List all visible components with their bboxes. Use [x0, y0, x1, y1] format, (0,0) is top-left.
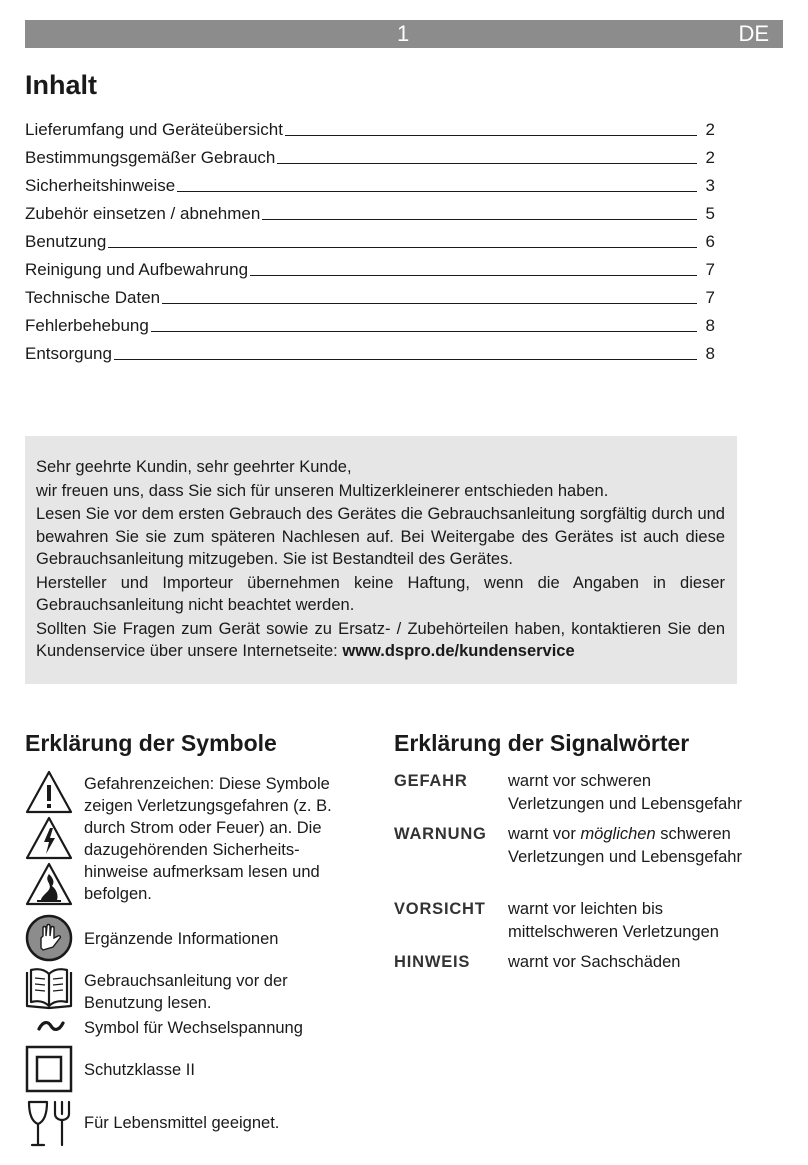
intro-paragraph: Lesen Sie vor dem ersten Gebrauch des Gerätes die Gebrauchsanleitung sorgfältig durch und bewahren Sie sie zum späteren Nachlesen auf. Bei Weitergabe des Gerätes ist auch diese Gebrauchsanleitung mitzugeben. Sie ist Bestandteil des Gerätes.: [36, 505, 725, 568]
toc-entry-label: Zubehör einsetzen / abnehmen: [25, 204, 261, 223]
signalword-label: GEFAHR: [394, 772, 468, 790]
toc-entry-page: 5: [705, 204, 715, 223]
toc-entry[interactable]: [25, 140, 715, 168]
info-hand-icon: [25, 914, 73, 968]
signalwords-section-title: Erklärung der Signalwörter: [394, 730, 690, 756]
language-label: DE: [738, 21, 769, 46]
toc-leader: [151, 331, 697, 332]
toc-leader: [262, 219, 697, 220]
signalword-desc-prefix: warnt vor: [508, 825, 581, 843]
food-safe-icon: [25, 1100, 73, 1154]
symbol-description: Symbol für Wechselspannung: [84, 1019, 303, 1037]
symbol-description: Gebrauchsanleitung vor der Benutzung lesen.: [84, 972, 288, 1012]
toc-leader: [285, 135, 697, 136]
intro-salutation: Sehr geehrte Kundin, sehr geehrter Kunde,: [36, 458, 352, 476]
toc-entry-page: 8: [705, 344, 715, 363]
toc-leader: [277, 163, 697, 164]
intro-paragraph: Hersteller und Importeur übernehmen keine Haftung, wenn die Angaben in dieser Gebrauchsanleitung nicht beachtet werden.: [36, 573, 725, 614]
toc-entry-label: Lieferumfang und Geräteübersicht: [25, 120, 283, 139]
signalword-desc-suffix: schweren Verletzungen und Lebensgefahr: [508, 825, 742, 866]
toc-leader: [250, 275, 697, 276]
symbols-section-title: Erklärung der Symbole: [25, 730, 277, 756]
signalword-label: VORSICHT: [394, 900, 486, 918]
service-url-link[interactable]: www.dspro.de/kundenservice: [342, 642, 575, 660]
intro-box: [25, 436, 737, 684]
toc-entry[interactable]: [25, 252, 715, 280]
toc-entry[interactable]: [25, 308, 715, 336]
page-number: 1: [397, 21, 410, 46]
signalword-label: WARNUNG: [394, 825, 487, 843]
signalword-description: [508, 823, 748, 868]
toc-entry-page: 2: [705, 120, 715, 139]
intro-paragraph: wir freuen uns, dass Sie sich für unseren Multizerkleinerer entschieden haben.: [36, 481, 609, 500]
symbol-description: Für Lebensmittel geeignet.: [84, 1114, 280, 1132]
toc-leader: [114, 359, 697, 360]
toc-entry[interactable]: [25, 224, 715, 252]
toc-entry-page: 7: [705, 260, 715, 279]
toc-entry-label: Benutzung: [25, 232, 107, 251]
toc-entry[interactable]: [25, 196, 715, 224]
signalword-description: warnt vor schweren Verletzungen und Lebensgefahr: [508, 772, 742, 813]
toc-leader: [108, 247, 697, 248]
toc-entry[interactable]: [25, 168, 715, 196]
signalword-description: warnt vor leichten bis mittelschweren Verletzungen: [508, 900, 719, 941]
toc-entry-page: 7: [705, 288, 715, 307]
toc-title: Inhalt: [25, 70, 97, 100]
toc-entry[interactable]: [25, 112, 715, 140]
toc-entry-label: Fehlerbehebung: [25, 316, 149, 335]
toc-entry-label: Bestimmungsgemäßer Gebrauch: [25, 148, 276, 167]
toc-entry-label: Sicherheitshinweise: [25, 176, 176, 195]
intro-paragraph: [36, 618, 725, 663]
signalword-label: HINWEIS: [394, 953, 471, 971]
symbol-description: Ergänzende Informationen: [84, 930, 279, 948]
signalword-description: warnt vor Sachschäden: [508, 953, 681, 971]
protection-class-icon: [25, 1045, 73, 1099]
symbol-description: Schutzklasse II: [84, 1061, 195, 1079]
toc-entry-label: Technische Daten: [25, 288, 161, 307]
toc-entry-page: 8: [705, 316, 715, 335]
toc-entry-page: 2: [705, 148, 715, 167]
ac-tilde-icon: [37, 1016, 65, 1042]
toc-leader: [177, 191, 697, 192]
warning-triangle-icon: [25, 770, 75, 914]
page-header-bar: [25, 20, 783, 48]
toc-entry-label: Reinigung und Aufbewahrung: [25, 260, 249, 279]
toc-entry[interactable]: [25, 280, 715, 308]
intro-service-text: Sollten Sie Fragen zum Gerät sowie zu Ersatz- / Zubehörteilen haben, kontaktieren Sie den Kundenservice über unsere Internetseite:: [36, 619, 725, 660]
toc-entry-page: 3: [705, 176, 715, 195]
toc-leader: [162, 303, 697, 304]
toc-entry-page: 6: [705, 232, 715, 251]
symbol-description: Gefahrenzeichen: Diese Symbole zeigen Verletzungsgefahren (z. B. durch Strom oder Feuer) an. Die dazugehörenden Sicherheits-hinweise aufmerksam lesen und befolgen.: [84, 775, 332, 903]
manual-book-icon: [25, 966, 75, 1016]
signalword-desc-emphasis: möglichen: [580, 825, 656, 843]
toc-entry[interactable]: [25, 336, 715, 364]
table-of-contents: [25, 112, 715, 364]
toc-entry-label: Entsorgung: [25, 344, 112, 363]
